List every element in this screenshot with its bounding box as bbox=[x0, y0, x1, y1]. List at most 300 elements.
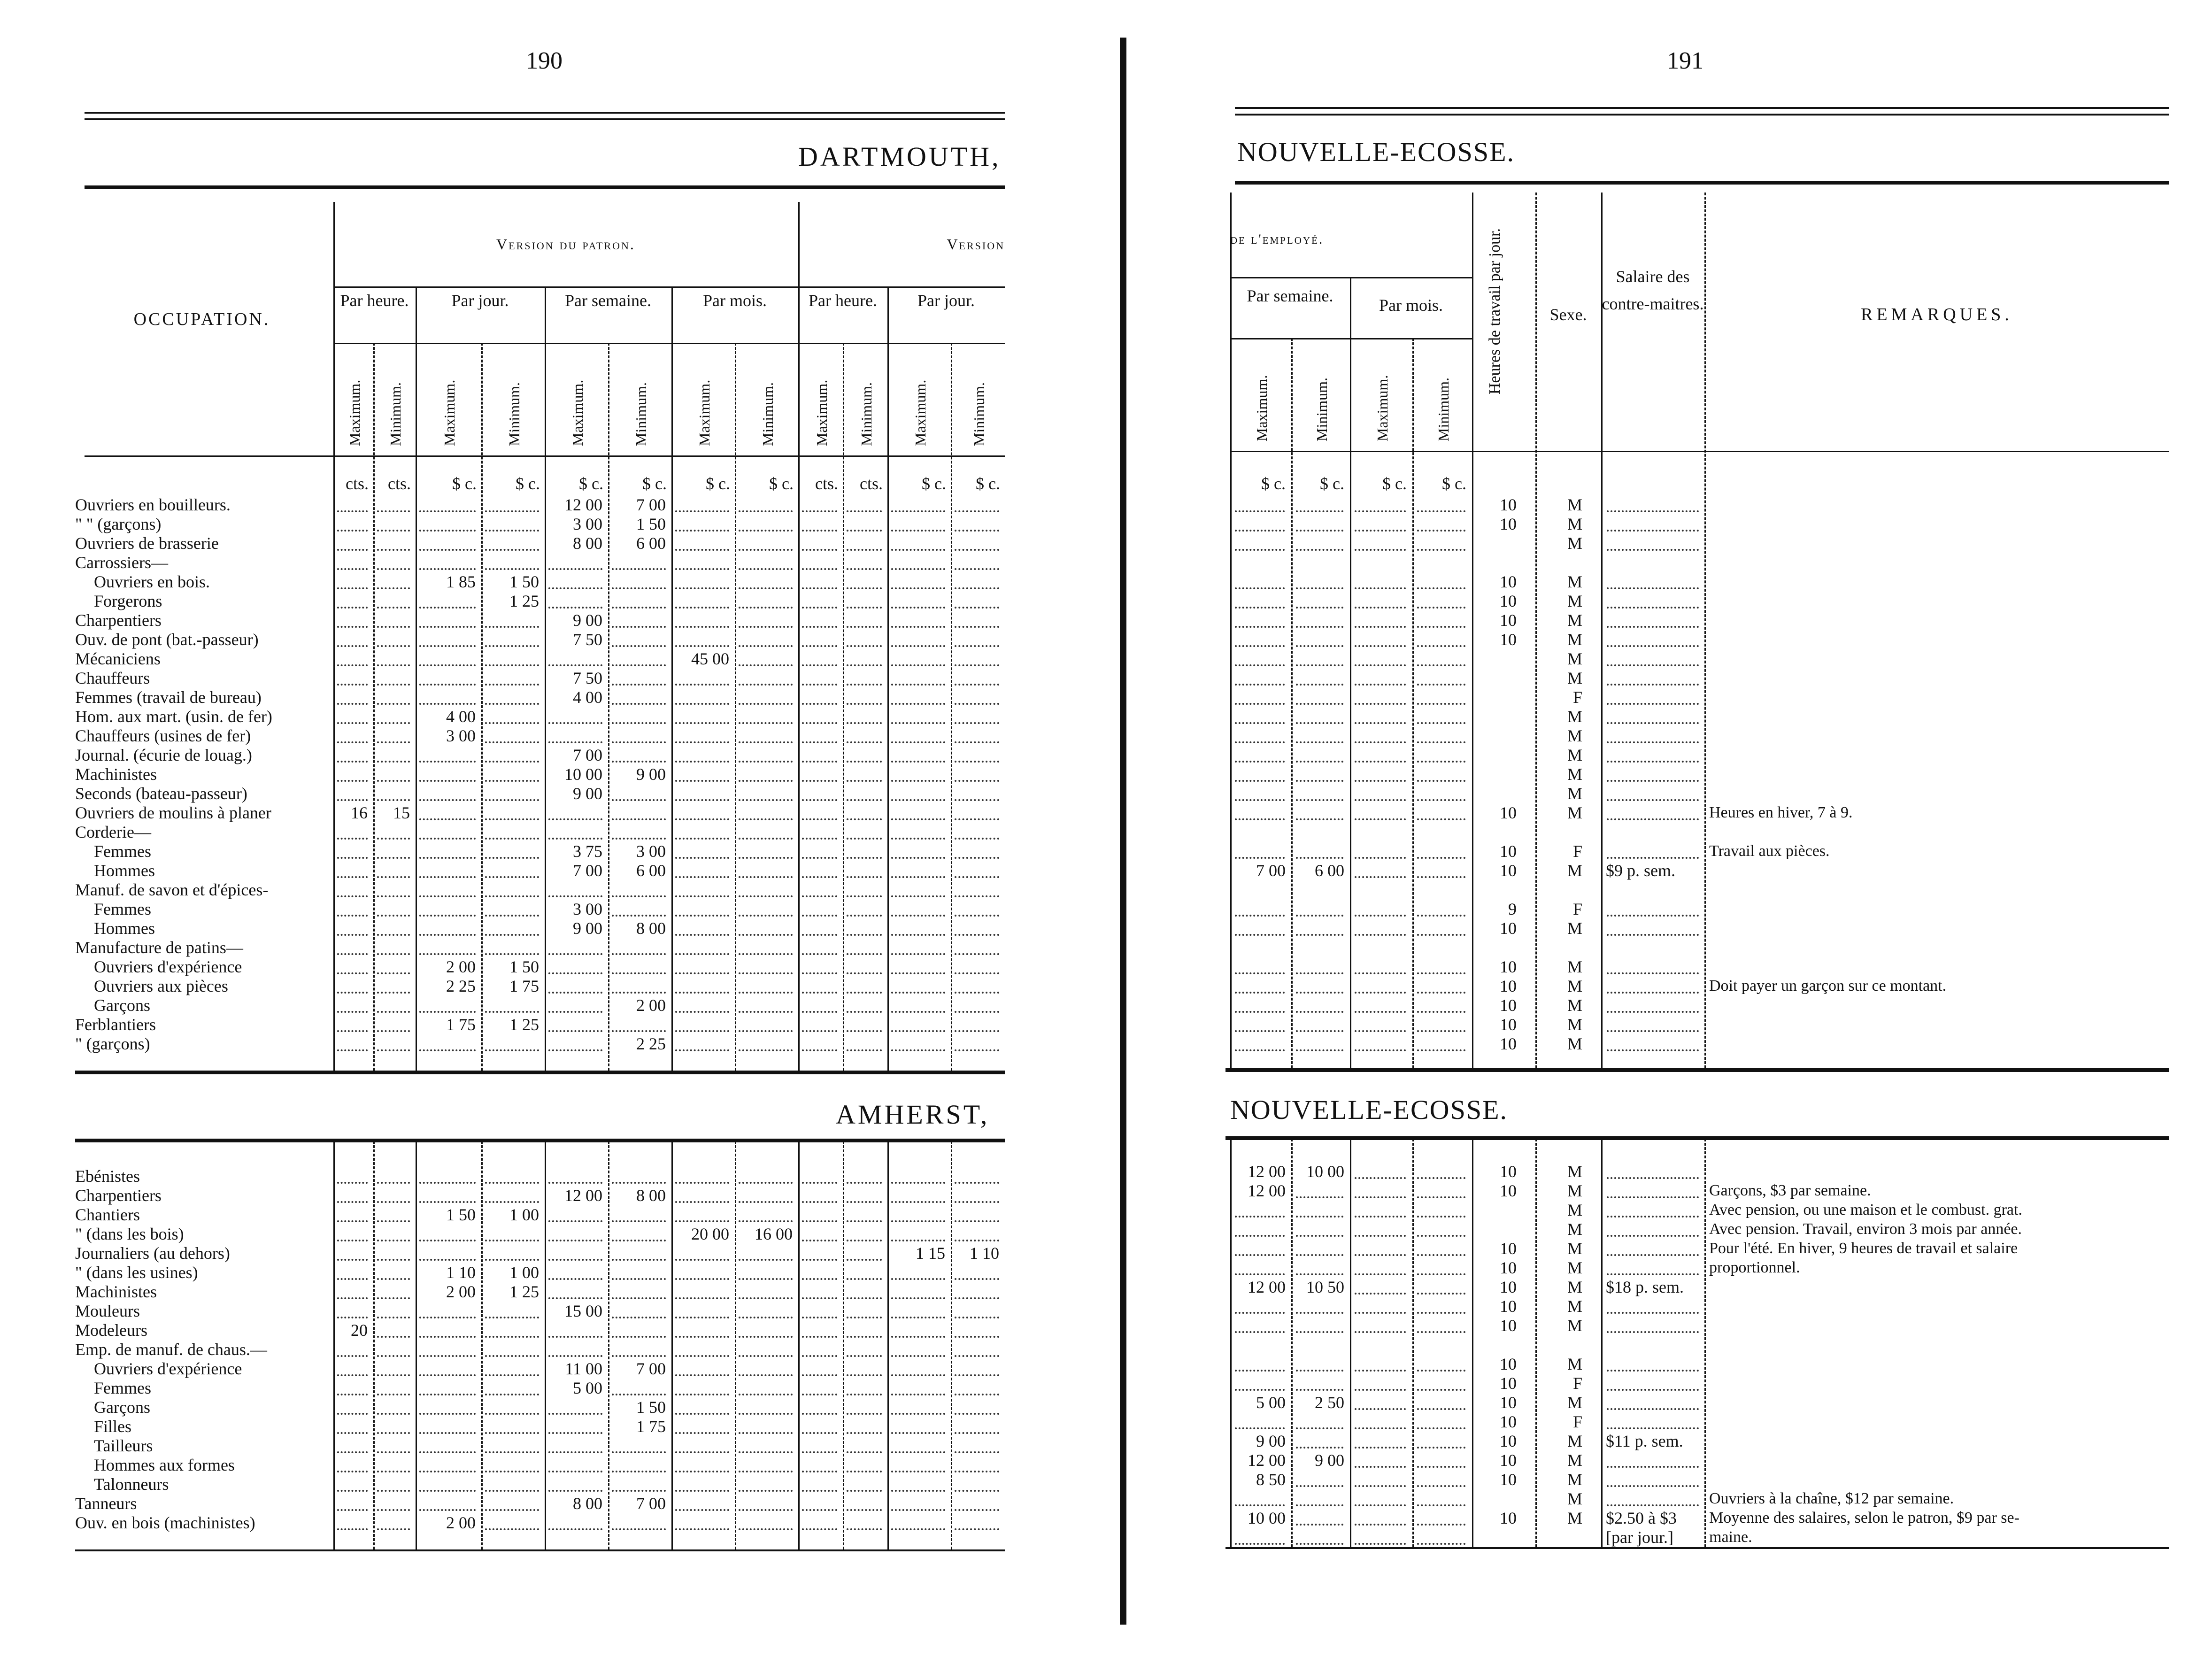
dot-leader bbox=[802, 1049, 837, 1051]
table-cell: 1 25 bbox=[509, 1015, 539, 1034]
dot-leader bbox=[337, 1451, 368, 1453]
dot-leader bbox=[419, 1413, 476, 1415]
dot-leader bbox=[1417, 818, 1465, 820]
dot-leader bbox=[739, 992, 793, 994]
remark-cell: Garçons, $3 par semaine. bbox=[1709, 1182, 1871, 1199]
dot-leader bbox=[847, 1182, 882, 1184]
dot-leader bbox=[891, 780, 945, 782]
dot-leader bbox=[847, 664, 882, 666]
dot-leader bbox=[1355, 1331, 1406, 1333]
unit-label: $ c. bbox=[1382, 474, 1407, 493]
dot-leader bbox=[377, 1336, 410, 1338]
table-cell: 9 00 bbox=[636, 765, 666, 784]
table-cell: 9 00 bbox=[573, 919, 602, 938]
dot-leader bbox=[419, 530, 476, 532]
dot-leader bbox=[891, 1336, 945, 1338]
table-cell: 1 00 bbox=[509, 1263, 539, 1282]
dot-leader bbox=[1355, 703, 1406, 705]
dot-leader bbox=[1355, 549, 1406, 551]
dot-leader bbox=[847, 1432, 882, 1434]
dot-leader bbox=[675, 1011, 729, 1013]
hours-cell: 9 bbox=[1508, 900, 1517, 918]
dot-leader bbox=[1417, 780, 1465, 782]
dot-leader bbox=[675, 568, 729, 570]
dot-leader bbox=[1607, 645, 1699, 647]
dot-leader bbox=[612, 1182, 666, 1184]
dot-leader bbox=[485, 530, 539, 532]
dot-leader bbox=[1607, 818, 1699, 820]
column-rule bbox=[1291, 338, 1293, 1068]
dot-leader bbox=[1607, 1485, 1699, 1487]
dot-leader bbox=[1607, 1408, 1699, 1410]
dot-leader bbox=[802, 1394, 837, 1395]
dot-leader bbox=[377, 1471, 410, 1472]
dot-leader bbox=[548, 1182, 602, 1184]
column-rule bbox=[1350, 277, 1351, 1068]
dot-leader bbox=[802, 1201, 837, 1203]
dot-leader bbox=[739, 684, 793, 686]
group-header: Par mois. bbox=[702, 291, 767, 310]
dot-leader bbox=[612, 1394, 666, 1395]
dot-leader bbox=[485, 761, 539, 763]
hours-cell: 10 bbox=[1500, 1393, 1517, 1412]
dot-leader bbox=[802, 722, 837, 724]
dot-leader bbox=[377, 1432, 410, 1434]
dot-leader bbox=[1417, 1312, 1465, 1314]
hours-cell: 10 bbox=[1500, 1374, 1517, 1393]
dot-leader bbox=[847, 780, 882, 782]
dot-leader bbox=[419, 645, 476, 647]
dot-leader bbox=[485, 1432, 539, 1434]
dot-leader bbox=[1607, 741, 1699, 743]
dot-leader bbox=[337, 1413, 368, 1415]
dot-leader bbox=[548, 741, 602, 743]
dot-leader bbox=[337, 934, 368, 936]
table-cell: 5 00 bbox=[573, 1379, 602, 1397]
table-cell: 10 50 bbox=[1306, 1278, 1344, 1296]
dot-leader bbox=[955, 568, 999, 570]
dot-leader bbox=[1355, 1408, 1406, 1410]
dot-leader bbox=[891, 953, 945, 955]
table-row-label: Machinistes bbox=[75, 765, 157, 784]
dot-leader bbox=[1607, 607, 1699, 609]
dot-leader bbox=[1296, 1011, 1343, 1013]
dot-leader bbox=[612, 587, 666, 589]
dot-leader bbox=[1355, 626, 1406, 628]
dot-leader bbox=[1235, 799, 1285, 801]
dot-leader bbox=[1607, 549, 1699, 551]
sex-cell: M bbox=[1567, 1451, 1582, 1470]
rule bbox=[75, 1139, 1005, 1142]
dot-leader bbox=[1417, 799, 1465, 801]
table-cell: 1 10 bbox=[970, 1244, 999, 1263]
dot-leader bbox=[1417, 645, 1465, 647]
table-cell: 1 50 bbox=[509, 572, 539, 591]
rule bbox=[1225, 1547, 2169, 1549]
dot-leader bbox=[955, 1297, 999, 1299]
dot-leader bbox=[891, 1374, 945, 1376]
dot-leader bbox=[955, 1355, 999, 1357]
dot-leader bbox=[739, 1182, 793, 1184]
rule bbox=[85, 118, 1005, 120]
dot-leader bbox=[1607, 934, 1699, 936]
dot-leader bbox=[675, 1355, 729, 1357]
dot-leader bbox=[1417, 1485, 1465, 1487]
hours-cell: 10 bbox=[1500, 1470, 1517, 1489]
table-cell: 12 00 bbox=[1248, 1162, 1286, 1181]
dot-leader bbox=[377, 1220, 410, 1222]
dot-leader bbox=[1417, 857, 1465, 859]
dot-leader bbox=[891, 1182, 945, 1184]
version-patron-header: Version du patron. bbox=[496, 236, 635, 253]
dot-leader bbox=[675, 626, 729, 628]
table-cell: 7 00 bbox=[636, 495, 666, 514]
dot-leader bbox=[1235, 703, 1285, 705]
hours-cell: 10 bbox=[1500, 1451, 1517, 1470]
table-row-label: Ferblantiers bbox=[75, 1015, 156, 1034]
dot-leader bbox=[485, 1509, 539, 1511]
dot-leader bbox=[847, 1509, 882, 1511]
table-cell: 8 00 bbox=[636, 1186, 666, 1205]
dot-leader bbox=[802, 992, 837, 994]
column-rule bbox=[735, 1141, 736, 1549]
dot-leader bbox=[1355, 799, 1406, 801]
dot-leader bbox=[1355, 684, 1406, 686]
dot-leader bbox=[548, 587, 602, 589]
dot-leader bbox=[1417, 1049, 1465, 1051]
dot-leader bbox=[675, 953, 729, 955]
dot-leader bbox=[891, 684, 945, 686]
dot-leader bbox=[739, 1394, 793, 1395]
dot-leader bbox=[485, 1490, 539, 1492]
table-cell: 2 00 bbox=[446, 1282, 476, 1301]
dot-leader bbox=[1417, 1504, 1465, 1506]
dot-leader bbox=[377, 1049, 410, 1051]
dot-leader bbox=[675, 1336, 729, 1338]
dot-leader bbox=[485, 1528, 539, 1530]
dot-leader bbox=[847, 568, 882, 570]
sex-cell: M bbox=[1567, 1201, 1582, 1219]
table-row-label: Charpentiers bbox=[75, 611, 162, 630]
dot-leader bbox=[1417, 1177, 1465, 1179]
page-number: 190 bbox=[526, 47, 563, 74]
dot-leader bbox=[802, 1240, 837, 1241]
dot-leader bbox=[1296, 761, 1343, 763]
remark-cell: Pour l'été. En hiver, 9 heures de travail et salaire bbox=[1709, 1240, 2018, 1257]
dot-leader bbox=[1235, 1427, 1285, 1429]
dot-leader bbox=[337, 761, 368, 763]
rule bbox=[85, 112, 1005, 114]
table-cell: 16 00 bbox=[755, 1225, 793, 1243]
dot-leader bbox=[891, 530, 945, 532]
table-cell: 3 00 bbox=[446, 726, 476, 745]
column-label: Maximum. bbox=[911, 379, 929, 446]
dot-leader bbox=[955, 1278, 999, 1280]
table-cell: 7 00 bbox=[573, 861, 602, 880]
table-row-label: Ouvriers de moulins à planer bbox=[75, 803, 271, 822]
table-cell: 6 00 bbox=[636, 534, 666, 553]
dot-leader bbox=[847, 857, 882, 859]
dot-leader bbox=[485, 1374, 539, 1376]
column-label: Minimum. bbox=[970, 382, 987, 446]
table-cell: 1 85 bbox=[446, 572, 476, 591]
dot-leader bbox=[377, 915, 410, 917]
table-cell: 7 00 bbox=[1256, 861, 1286, 880]
dot-leader bbox=[1235, 722, 1285, 724]
dot-leader bbox=[485, 1394, 539, 1395]
dot-leader bbox=[1235, 1389, 1285, 1391]
dot-leader bbox=[485, 1451, 539, 1453]
dot-leader bbox=[1417, 607, 1465, 609]
dot-leader bbox=[377, 1374, 410, 1376]
table-row-label: Ouvriers en bois. bbox=[94, 572, 210, 591]
dot-leader bbox=[955, 684, 999, 686]
dot-leader bbox=[1607, 1254, 1699, 1256]
dot-leader bbox=[337, 1432, 368, 1434]
table-cell: 8 00 bbox=[573, 534, 602, 553]
dot-leader bbox=[1235, 992, 1285, 994]
dot-leader bbox=[739, 915, 793, 917]
dot-leader bbox=[1607, 530, 1699, 532]
column-label: Minimum. bbox=[759, 382, 776, 446]
dot-leader bbox=[675, 741, 729, 743]
dot-leader bbox=[485, 626, 539, 628]
dot-leader bbox=[1296, 799, 1343, 801]
dot-leader bbox=[1607, 1389, 1699, 1391]
dot-leader bbox=[337, 1278, 368, 1280]
dot-leader bbox=[847, 703, 882, 705]
dot-leader bbox=[955, 510, 999, 512]
column-rule bbox=[333, 1141, 335, 1549]
column-label: Minimum. bbox=[1434, 377, 1452, 441]
dot-leader bbox=[802, 530, 837, 532]
dot-leader bbox=[1607, 1216, 1699, 1218]
dot-leader bbox=[847, 626, 882, 628]
dot-leader bbox=[485, 703, 539, 705]
dot-leader bbox=[802, 626, 837, 628]
table-cell: 3 00 bbox=[573, 900, 602, 918]
dot-leader bbox=[1607, 587, 1699, 589]
dot-leader bbox=[1417, 664, 1465, 666]
dot-leader bbox=[847, 818, 882, 820]
column-rule bbox=[1230, 193, 1232, 1068]
dot-leader bbox=[548, 1297, 602, 1299]
dot-leader bbox=[337, 1317, 368, 1318]
table-cell: 10 00 bbox=[1248, 1509, 1286, 1527]
dot-leader bbox=[485, 645, 539, 647]
dot-leader bbox=[891, 1490, 945, 1492]
group-header: Par mois. bbox=[1379, 296, 1443, 315]
column-label: Maximum. bbox=[1373, 375, 1391, 441]
dot-leader bbox=[1417, 530, 1465, 532]
dot-leader bbox=[377, 761, 410, 763]
sex-cell: M bbox=[1567, 861, 1582, 880]
dot-leader bbox=[377, 626, 410, 628]
dot-leader bbox=[419, 915, 476, 917]
dot-leader bbox=[1607, 1196, 1699, 1198]
dot-leader bbox=[739, 1220, 793, 1222]
column-label: Minimum. bbox=[857, 382, 875, 446]
table-cell: 1 75 bbox=[636, 1417, 666, 1436]
dot-leader bbox=[485, 684, 539, 686]
dot-leader bbox=[847, 607, 882, 609]
dot-leader bbox=[891, 1240, 945, 1241]
dot-leader bbox=[847, 953, 882, 955]
dot-leader bbox=[1607, 703, 1699, 705]
dot-leader bbox=[337, 1374, 368, 1376]
group-header: Par heure. bbox=[340, 291, 409, 310]
table-cell: 7 00 bbox=[636, 1494, 666, 1513]
dot-leader bbox=[739, 1297, 793, 1299]
dot-leader bbox=[891, 799, 945, 801]
dot-leader bbox=[337, 549, 368, 551]
table-row-label: Filles bbox=[94, 1417, 132, 1436]
table-cell: 1 50 bbox=[636, 1398, 666, 1417]
dot-leader bbox=[739, 1336, 793, 1338]
dot-leader bbox=[419, 1317, 476, 1318]
dot-leader bbox=[1355, 741, 1406, 743]
dot-leader bbox=[955, 607, 999, 609]
dot-leader bbox=[1607, 664, 1699, 666]
dot-leader bbox=[337, 895, 368, 897]
dot-leader bbox=[419, 607, 476, 609]
table-cell: 16 bbox=[351, 803, 368, 822]
dot-leader bbox=[802, 761, 837, 763]
dot-leader bbox=[419, 1394, 476, 1395]
dot-leader bbox=[1417, 1273, 1465, 1275]
dot-leader bbox=[419, 857, 476, 859]
dot-leader bbox=[739, 530, 793, 532]
dot-leader bbox=[955, 1336, 999, 1338]
dot-leader bbox=[1296, 915, 1343, 917]
dot-leader bbox=[1607, 1011, 1699, 1013]
dot-leader bbox=[337, 1394, 368, 1395]
dot-leader bbox=[1417, 1389, 1465, 1391]
dot-leader bbox=[675, 510, 729, 512]
dot-leader bbox=[891, 1471, 945, 1472]
dot-leader bbox=[419, 549, 476, 551]
hours-cell: 10 bbox=[1500, 611, 1517, 630]
dot-leader bbox=[377, 1182, 410, 1184]
table-cell: 20 00 bbox=[691, 1225, 729, 1243]
dot-leader bbox=[1607, 722, 1699, 724]
dot-leader bbox=[377, 684, 410, 686]
dot-leader bbox=[1355, 1370, 1406, 1372]
sex-header: Sexe. bbox=[1549, 305, 1587, 324]
dot-leader bbox=[675, 1451, 729, 1453]
dot-leader bbox=[377, 1317, 410, 1318]
dot-leader bbox=[1607, 799, 1699, 801]
sex-cell: F bbox=[1572, 1412, 1582, 1431]
table-cell: 7 50 bbox=[573, 669, 602, 687]
dot-leader bbox=[485, 741, 539, 743]
table-row-label: Femmes bbox=[94, 842, 151, 861]
hours-cell: 10 bbox=[1500, 1015, 1517, 1034]
column-rule bbox=[1704, 1139, 1706, 1547]
dot-leader bbox=[675, 1259, 729, 1261]
table-cell: 12 00 bbox=[1248, 1451, 1286, 1470]
dot-leader bbox=[612, 1317, 666, 1318]
dot-leader bbox=[1235, 1254, 1285, 1256]
dot-leader bbox=[1235, 587, 1285, 589]
table-cell: 3 00 bbox=[636, 842, 666, 861]
column-label: Maximum. bbox=[346, 379, 363, 446]
dot-leader bbox=[1296, 626, 1343, 628]
dot-leader bbox=[485, 510, 539, 512]
hours-cell: 10 bbox=[1500, 842, 1517, 861]
hours-cell: 10 bbox=[1500, 1432, 1517, 1450]
rule bbox=[75, 1549, 1005, 1551]
occupation-header: OCCUPATION. bbox=[133, 309, 270, 329]
dot-leader bbox=[337, 1528, 368, 1530]
dot-leader bbox=[419, 1182, 476, 1184]
dot-leader bbox=[802, 1317, 837, 1318]
column-rule bbox=[1350, 1139, 1351, 1547]
sex-cell: M bbox=[1567, 630, 1582, 649]
dot-leader bbox=[891, 895, 945, 897]
dot-leader bbox=[802, 664, 837, 666]
column-label: Maximum. bbox=[441, 379, 458, 446]
dot-leader bbox=[377, 530, 410, 532]
dot-leader bbox=[739, 857, 793, 859]
dot-leader bbox=[675, 857, 729, 859]
dot-leader bbox=[739, 895, 793, 897]
table-row-label: Hommes bbox=[94, 919, 155, 938]
dot-leader bbox=[675, 780, 729, 782]
dot-leader bbox=[891, 876, 945, 878]
dot-leader bbox=[337, 857, 368, 859]
remark-cell: maine. bbox=[1709, 1528, 1752, 1546]
table-row-label: Charpentiers bbox=[75, 1186, 162, 1205]
dot-leader bbox=[1296, 703, 1343, 705]
dot-leader bbox=[847, 530, 882, 532]
dot-leader bbox=[739, 587, 793, 589]
dot-leader bbox=[377, 664, 410, 666]
dot-leader bbox=[955, 1471, 999, 1472]
dot-leader bbox=[802, 838, 837, 840]
table-row-label: Tanneurs bbox=[75, 1494, 137, 1513]
dot-leader bbox=[485, 1259, 539, 1261]
sex-cell: M bbox=[1567, 784, 1582, 803]
dot-leader bbox=[1355, 915, 1406, 917]
dot-leader bbox=[337, 1182, 368, 1184]
dot-leader bbox=[675, 1490, 729, 1492]
dot-leader bbox=[739, 510, 793, 512]
dot-leader bbox=[739, 1317, 793, 1318]
dot-leader bbox=[419, 1011, 476, 1013]
table-cell: 4 00 bbox=[573, 688, 602, 707]
sex-cell: M bbox=[1567, 1034, 1582, 1053]
dot-leader bbox=[419, 1049, 476, 1051]
dot-leader bbox=[612, 1336, 666, 1338]
dot-leader bbox=[847, 972, 882, 974]
dot-leader bbox=[548, 1471, 602, 1472]
dot-leader bbox=[1355, 1293, 1406, 1295]
dot-leader bbox=[802, 1451, 837, 1453]
sex-cell: M bbox=[1567, 1258, 1582, 1277]
dot-leader bbox=[955, 549, 999, 551]
dot-leader bbox=[891, 1509, 945, 1511]
dot-leader bbox=[1235, 915, 1285, 917]
dot-leader bbox=[847, 1259, 882, 1261]
dot-leader bbox=[1417, 1524, 1465, 1526]
dot-leader bbox=[1355, 1235, 1406, 1237]
dot-leader bbox=[1296, 722, 1343, 724]
dot-leader bbox=[1355, 664, 1406, 666]
dot-leader bbox=[847, 1011, 882, 1013]
dot-leader bbox=[548, 1011, 602, 1013]
dot-leader bbox=[1296, 1196, 1343, 1198]
